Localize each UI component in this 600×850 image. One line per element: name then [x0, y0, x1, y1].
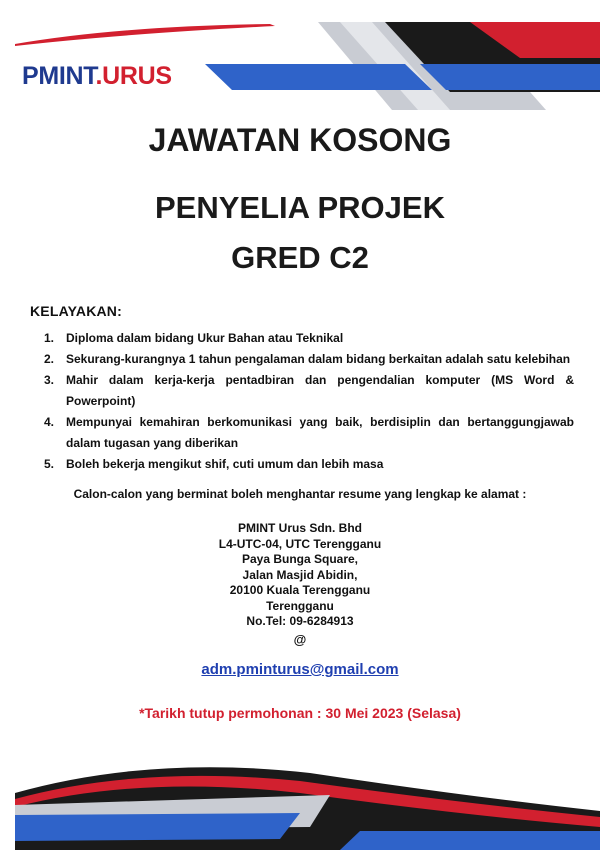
requirement-text: Mahir dalam kerja-kerja pentadbiran dan pengendalian komputer (MS Word & Powerpoint) [66, 373, 574, 408]
company-address [0, 521, 600, 630]
footer-stripes-graphic [0, 755, 600, 850]
requirement-item [44, 370, 574, 412]
requirement-item [44, 412, 574, 454]
requirement-item [44, 328, 574, 349]
grade-title: GRED C2 [231, 240, 369, 275]
requirement-item [44, 454, 574, 475]
address-line: 20100 Kuala Terengganu [229, 583, 371, 597]
application-instructions: Calon-calon yang berminat boleh menghantar resume yang lengkap ke alamat : [73, 487, 527, 501]
at-sign-icon: @ [293, 632, 307, 647]
requirement-number: 3. [44, 373, 55, 387]
email-link[interactable]: adm.pminturus@gmail.com [201, 661, 399, 678]
closing-date-notice: *Tarikh tutup permohonan : 30 Mei 2023 (Selasa) [139, 705, 461, 721]
address-line: Jalan Masjid Abidin, [242, 567, 358, 582]
address-line: Paya Bunga Square, [241, 552, 359, 566]
requirement-text: Mempunyai kemahiran berkomunikasi yang baik, berdisiplin dan bertanggungjawab dalam tugasan yang diberikan [66, 415, 574, 450]
requirement-number: 1. [44, 331, 55, 345]
requirement-text: Sekurang-kurangnya 1 tahun pengalaman dalam bidang berkaitan adalah satu kelebihan [66, 352, 571, 366]
requirements-heading: KELAYAKAN: [30, 303, 122, 319]
header-blue-band-tail [420, 64, 600, 90]
header-blue-band [205, 64, 432, 90]
address-line: PMINT Urus Sdn. Bhd [238, 521, 362, 535]
requirement-number: 5. [44, 457, 55, 471]
position-title: PENYELIA PROJEK [155, 190, 445, 225]
requirement-text: Boleh bekerja mengikut shif, cuti umum dan lebih masa [66, 457, 384, 471]
logo-text-urus: URUS [102, 62, 172, 90]
address-line: L4-UTC-04, UTC Terengganu [218, 536, 382, 551]
header-stripes-graphic [0, 0, 600, 110]
requirement-number: 2. [44, 352, 55, 366]
requirement-item [44, 349, 574, 370]
phone-number: No.Tel: 09-6284913 [246, 614, 354, 628]
page-title: JAWATAN KOSONG [148, 122, 452, 158]
header-red-swoosh [15, 24, 275, 46]
logo-text-pmint: PMINT [22, 62, 96, 90]
email-container [0, 661, 600, 678]
logo-dot: . [95, 62, 103, 90]
footer-blue-band-right [340, 831, 600, 850]
requirement-text: Diploma dalam bidang Ukur Bahan atau Teknikal [66, 331, 344, 345]
company-logo [22, 62, 172, 91]
requirement-number: 4. [44, 415, 55, 429]
address-line: Terengganu [266, 598, 334, 613]
requirements-list [44, 328, 574, 475]
footer-blue-band [15, 813, 300, 841]
